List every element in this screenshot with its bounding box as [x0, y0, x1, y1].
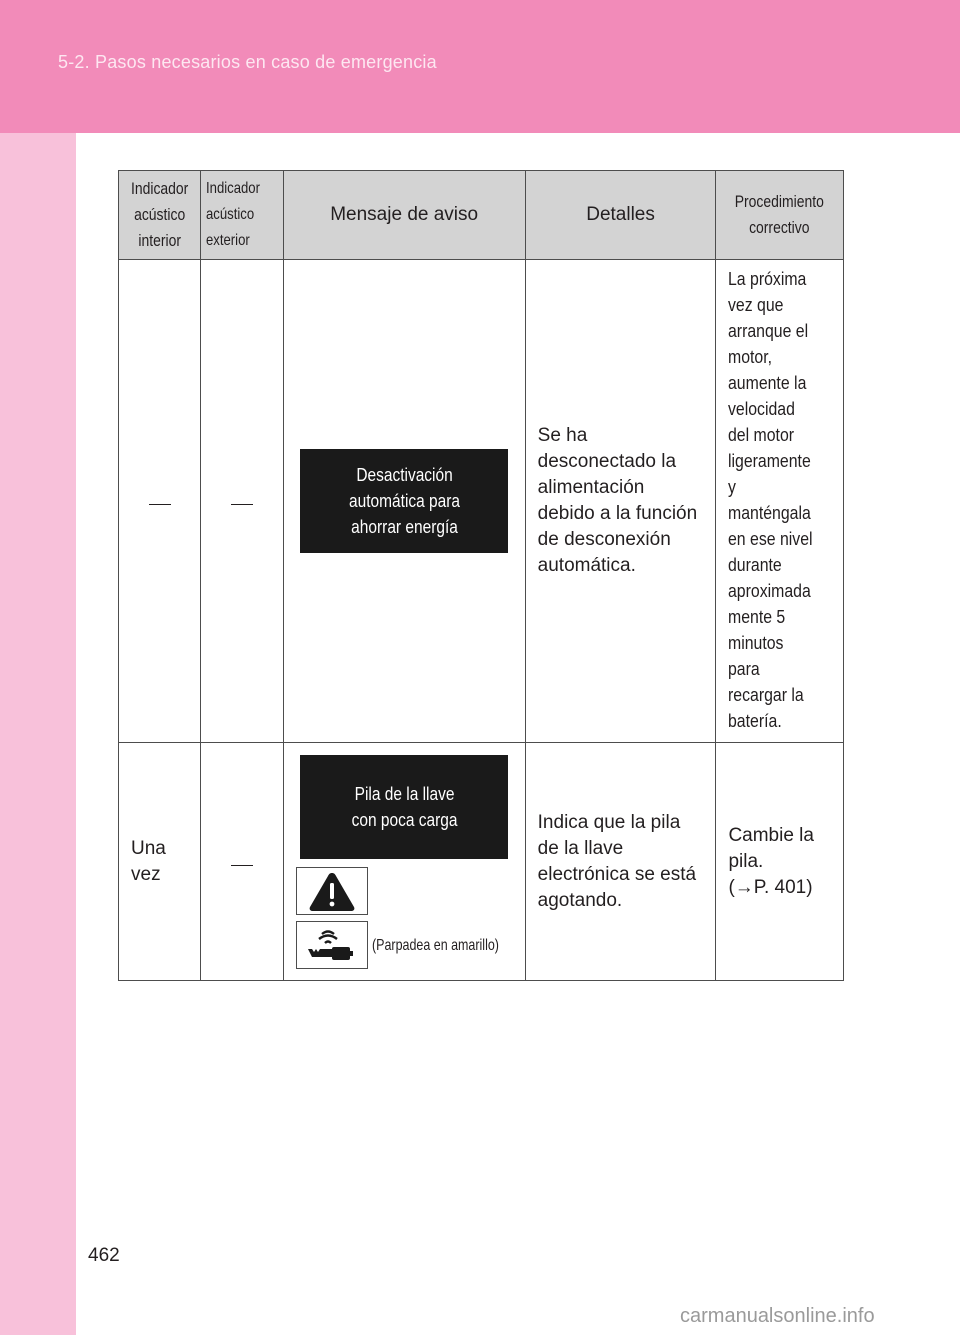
row2-message: [283, 743, 525, 981]
header-message-label: Mensaje de aviso: [330, 204, 479, 225]
header-details-label: Detalles: [586, 204, 655, 225]
row2-interior: Una vez: [119, 743, 201, 981]
indicator-icons: [296, 867, 525, 969]
page-number: 462: [88, 1245, 120, 1266]
dash-none: [149, 504, 171, 505]
blink-note: (Parpadea en amarillo): [371, 937, 499, 954]
row1-message: [283, 260, 525, 743]
table-header-row: [119, 171, 844, 260]
dash-none: [231, 865, 253, 866]
row2-details: Indica que la pila de la llave electrónica se está agotando.: [525, 743, 716, 981]
header-interior-label: Indicador acústico interior: [130, 179, 189, 250]
message-text: Pila de la llave con poca carga: [351, 784, 458, 830]
dash-none: [231, 504, 253, 505]
header-exterior-label: Indicador acústico exterior: [206, 180, 261, 249]
table-row: [119, 743, 844, 981]
row1-procedure: [716, 260, 844, 743]
message-display-key-battery-low: [300, 755, 508, 859]
header-details: [525, 171, 716, 260]
warning-triangle-icon: [296, 867, 368, 915]
row1-details: Se ha desconectado la alimentación debido a la función de desconexión automática.: [525, 260, 716, 743]
watermark: carmanualsonline.info: [680, 1305, 875, 1327]
header-message: [283, 171, 525, 260]
row1-interior: [119, 260, 201, 743]
header-interior-buzzer: [119, 171, 201, 260]
side-tab-strip: [0, 133, 76, 1335]
header-procedure-label: Procedimiento correctivo: [735, 192, 825, 237]
table-row: [119, 260, 844, 743]
header-procedure: [716, 171, 844, 260]
message-display-auto-power-off: [300, 449, 508, 553]
row1-exterior: [201, 260, 283, 743]
smart-key-battery-icon: [296, 921, 368, 969]
row2-exterior: [201, 743, 283, 981]
procedure-text: La próxima vez que arranque el motor, aumente la velocidad del motor ligeramente y manténgala en ese nivel durante aproximada mente 5 minutos para recargar la batería.: [728, 269, 813, 731]
header-exterior-buzzer: [201, 171, 283, 260]
message-text: Desactivación automática para ahorrar energía: [348, 465, 460, 537]
warning-table: [118, 170, 844, 981]
row2-procedure: Cambie la pila. (→P. 401): [716, 743, 844, 981]
section-title: 5-2. Pasos necesarios en caso de emergencia: [58, 52, 437, 72]
header-band: [0, 0, 960, 133]
